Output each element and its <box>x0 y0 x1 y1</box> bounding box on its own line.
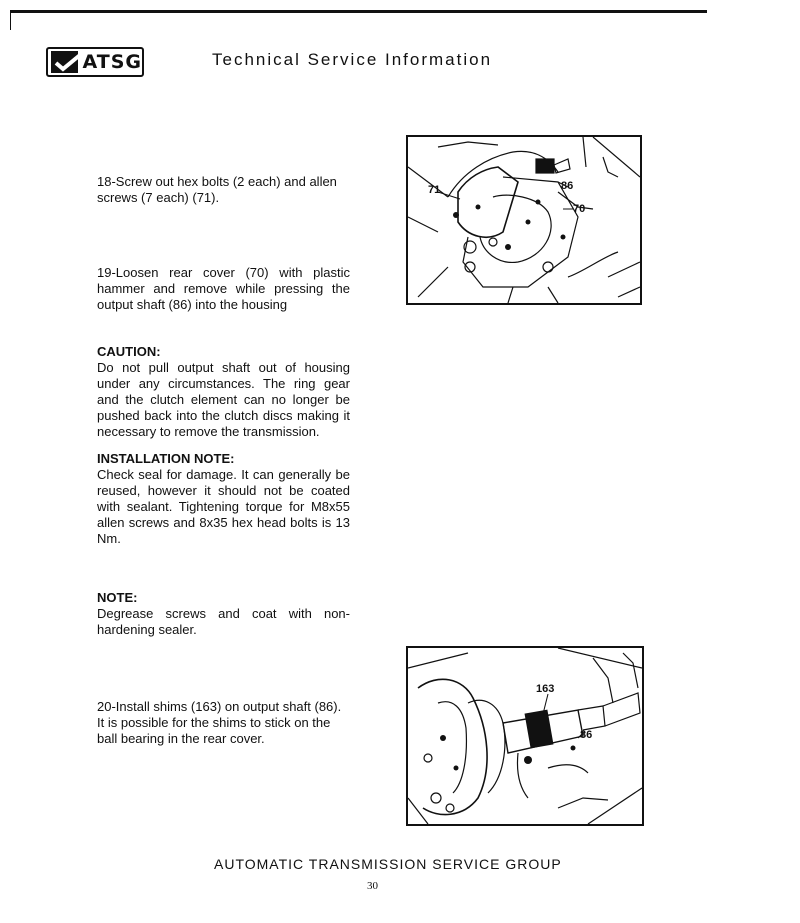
caution-body: Do not pull output shaft out of housing under any circumstances. The ring gear and the clutch element can no longer be pushed back into the clutch discs making it necessary to remove the transmission. <box>97 360 350 439</box>
shim-installation-illustration <box>408 648 642 824</box>
note-body: Degrease screws and coat with non-hardening sealer. <box>97 606 350 637</box>
note-heading: NOTE: <box>97 590 138 605</box>
callout-86: 86 <box>580 729 593 741</box>
installation-note-body: Check seal for damage. It can generally be reused, however it should not be coated with sealant. Tightening torque for M8x55 allen screws and 8x35 hex head bolts is 13 Nm. <box>97 467 350 546</box>
step-19: 19-Loosen rear cover (70) with plastic hammer and remove while pressing the output shaft (86) into the housing <box>97 265 350 312</box>
figure-rear-cover <box>406 135 642 305</box>
page-number: 30 <box>367 880 378 892</box>
installation-note-section <box>97 451 350 547</box>
logo-text: ATSG <box>82 51 142 73</box>
rear-cover-illustration <box>408 137 640 303</box>
figure-shim-installation <box>406 646 644 826</box>
checkmark-icon <box>51 51 78 73</box>
step-18: 18-Screw out hex bolts (2 each) and allen screws (7 each) (71). <box>97 174 337 205</box>
top-rule <box>10 10 707 13</box>
header-title: Technical Service Information <box>212 50 493 69</box>
corner-mark <box>10 12 11 30</box>
callout-163: 163 <box>536 683 555 695</box>
step-20: 20-Install shims (163) on output shaft (86). It is possible for the shims to stick on the ball bearing in the rear cover. <box>97 699 342 746</box>
installation-note-heading: INSTALLATION NOTE: <box>97 451 235 466</box>
callout-71: 71 <box>428 184 441 196</box>
caution-heading: CAUTION: <box>97 344 161 359</box>
atsg-logo <box>46 47 144 77</box>
footer-organization: AUTOMATIC TRANSMISSION SERVICE GROUP <box>214 856 562 872</box>
note-section <box>97 590 350 638</box>
callout-70: 70 <box>573 203 586 215</box>
callout-86: 86 <box>561 180 574 192</box>
caution-section <box>97 344 350 440</box>
